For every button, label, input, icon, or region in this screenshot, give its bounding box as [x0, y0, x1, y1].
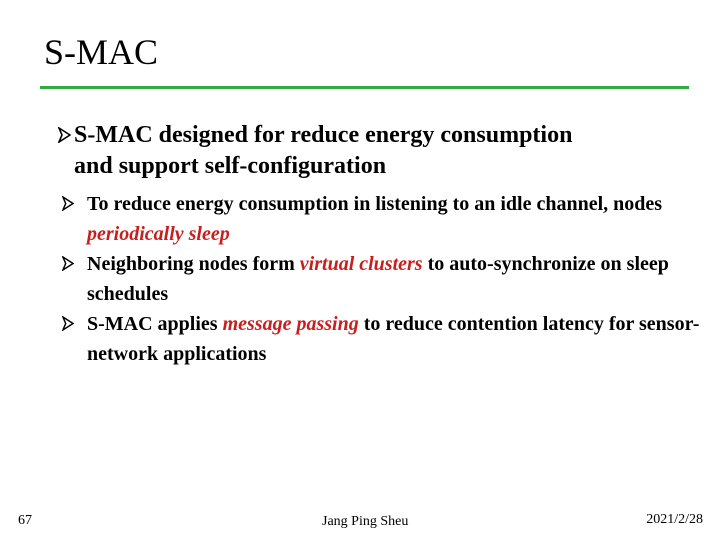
sub-bullet-text: to auto-synchronize on sleep schedules: [87, 253, 669, 305]
arrow-bullet-icon: [62, 256, 74, 271]
highlight-text: message passing: [222, 313, 359, 335]
highlight-text: periodically sleep: [87, 223, 230, 245]
title-underline: [40, 86, 689, 89]
sub-bullet-text: S-MAC applies: [87, 313, 223, 335]
sub-bullet-text: to reduce contention latency for sensor-network applications: [87, 313, 700, 365]
footer-author: Jang Ping Sheu: [322, 514, 409, 529]
arrow-bullet-icon: [58, 127, 71, 143]
sub-bullet-text: Neighboring nodes form: [87, 253, 300, 275]
highlight-text: virtual clusters: [299, 253, 423, 275]
sub-bullet-text: To reduce energy consumption in listening to an idle channel, nodes: [87, 193, 663, 215]
footer-date: 2021/2/28: [646, 512, 703, 527]
slide-title: S-MAC: [44, 32, 159, 72]
page-number: 67: [18, 513, 32, 528]
main-bullet-line1: S-MAC designed for reduce energy consumption: [74, 122, 573, 148]
arrow-bullet-icon: [62, 196, 74, 211]
sub-bullet-item: [62, 249, 702, 309]
arrow-bullet-icon: [62, 316, 74, 331]
sub-bullet-item: [62, 189, 702, 249]
main-bullet: [58, 120, 698, 182]
sub-bullet-item: [62, 309, 702, 369]
sub-bullet-list: [62, 189, 702, 369]
main-bullet-line2: and support self-configuration: [74, 153, 387, 179]
